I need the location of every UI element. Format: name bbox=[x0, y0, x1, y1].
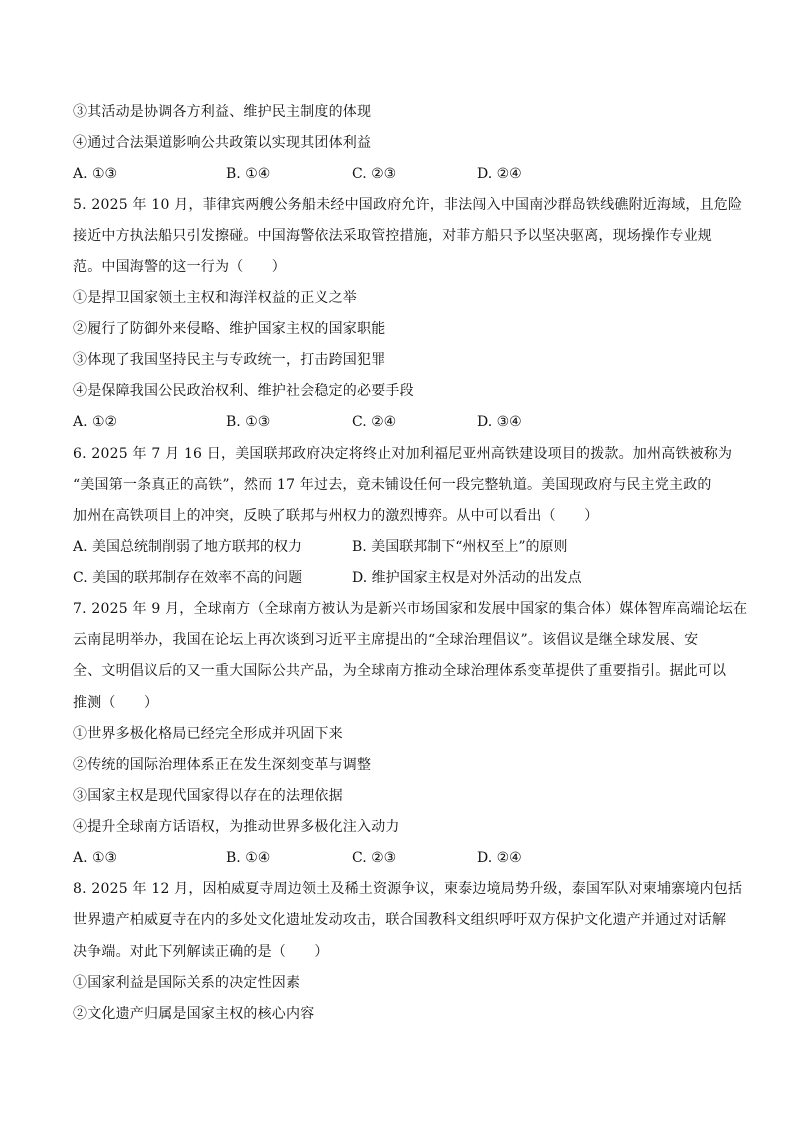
q4-option-d: D. ②④ bbox=[477, 166, 522, 182]
q6-option-d: D. 维护国家主权是对外活动的出发点 bbox=[352, 570, 582, 586]
q7-item-4: ④提升全球南方话语权，为推动世界多极化注入动力 bbox=[73, 819, 400, 835]
q7-options bbox=[73, 848, 733, 868]
q6-stem-line-1: 6. 2025 年 7 月 16 日，美国联邦政府决定将终止对加利福尼亚州高铁建设项目的拨款。加州高铁被称为 bbox=[73, 446, 733, 462]
q5-stem-line-1: 5. 2025 年 10 月，菲律宾两艘公务船未经中国政府允许，非法闯入中国南沙群岛铁线礁附近海域，且危险 bbox=[73, 197, 743, 213]
q5-item-4: ④是保障我国公民政治权利、维护社会稳定的必要手段 bbox=[73, 383, 414, 399]
q5-options bbox=[73, 412, 733, 432]
q6-options-row-1 bbox=[73, 537, 733, 557]
q7-stem-line-2: 云南昆明举办，我国在论坛上再次谈到习近平主席提出的“全球治理倡议”。该倡议是继全球发展、安 bbox=[73, 632, 699, 648]
q4-options bbox=[73, 164, 733, 184]
q7-item-3: ③国家主权是现代国家得以存在的法理依据 bbox=[73, 788, 343, 804]
q5-stem-line-3: 范。中国海警的这一行为（ ） bbox=[73, 259, 286, 275]
q4-option-c: C. ②③ bbox=[352, 166, 397, 182]
q5-item-3: ③体现了我国坚持民主与专政统一，打击跨国犯罪 bbox=[73, 352, 386, 368]
q5-option-b: B. ①③ bbox=[226, 414, 271, 430]
q6-option-c: C. 美国的联邦制存在效率不高的问题 bbox=[73, 570, 303, 586]
q6-stem-line-3: 加州在高铁项目上的冲突，反映了联邦与州权力的激烈博弈。从中可以看出（ ） bbox=[73, 508, 599, 524]
q7-stem-line-1: 7. 2025 年 9 月，全球南方（全球南方被认为是新兴市场国家和发展中国家的集合体）媒体智库高端论坛在 bbox=[73, 601, 748, 617]
q6-option-b: B. 美国联邦制下“州权至上”的原则 bbox=[352, 539, 568, 555]
q6-option-a: A. 美国总统制削弱了地方联邦的权力 bbox=[73, 539, 303, 555]
q7-option-d: D. ②④ bbox=[477, 850, 522, 866]
q7-stem-line-4: 推测（ ） bbox=[73, 695, 159, 711]
q7-item-1: ①世界多极化格局已经完全形成并巩固下来 bbox=[73, 726, 343, 742]
q8-item-2: ②文化遗产归属是国家主权的核心内容 bbox=[73, 1006, 315, 1022]
q7-option-c: C. ②③ bbox=[352, 850, 397, 866]
q6-stem-line-2: “美国第一条真正的高铁”，然而 17 年过去，竟未铺设任何一段完整轨道。美国现政府与民主党主政的 bbox=[73, 477, 712, 493]
q7-option-b: B. ①④ bbox=[226, 850, 271, 866]
q8-stem-line-1: 8. 2025 年 12 月，因柏威夏寺周边领土及稀土资源争议，柬泰边境局势升级，泰国军队对柬埔寨境内包括 bbox=[73, 881, 743, 897]
q8-stem-line-3: 决争端。对此下列解读正确的是（ ） bbox=[73, 944, 329, 960]
q5-item-2: ②履行了防御外来侵略、维护国家主权的国家职能 bbox=[73, 321, 386, 337]
q5-option-a: A. ①② bbox=[73, 414, 118, 430]
q5-option-d: D. ③④ bbox=[477, 414, 522, 430]
q8-stem-line-2: 世界遗产柏威夏寺在内的多处文化遗址发动攻击，联合国教科文组织呼吁双方保护文化遗产并通过对话解 bbox=[73, 912, 727, 928]
q4-option-a: A. ①③ bbox=[73, 166, 118, 182]
q6-options-row-2 bbox=[73, 568, 733, 588]
q5-option-c: C. ②④ bbox=[352, 414, 397, 430]
q4-item-4: ④通过合法渠道影响公共政策以实现其团体利益 bbox=[73, 135, 372, 151]
q7-stem-line-3: 全、文明倡议后的又一重大国际公共产品，为全球南方推动全球治理体系变革提供了重要指引。据此可以 bbox=[73, 663, 727, 679]
q4-item-3: ③其活动是协调各方利益、维护民主制度的体现 bbox=[73, 104, 372, 120]
q7-option-a: A. ①③ bbox=[73, 850, 118, 866]
q5-item-1: ①是捍卫国家领土主权和海洋权益的正义之举 bbox=[73, 290, 357, 306]
q5-stem-line-2: 接近中方执法船只引发擦碰。中国海警依法采取管控措施，对菲方船只予以坚决驱离，现场操作专业规 bbox=[73, 228, 712, 244]
q7-item-2: ②传统的国际治理体系正在发生深刻变革与调整 bbox=[73, 757, 372, 773]
q4-option-b: B. ①④ bbox=[226, 166, 271, 182]
q8-item-1: ①国家利益是国际关系的决定性因素 bbox=[73, 975, 301, 991]
